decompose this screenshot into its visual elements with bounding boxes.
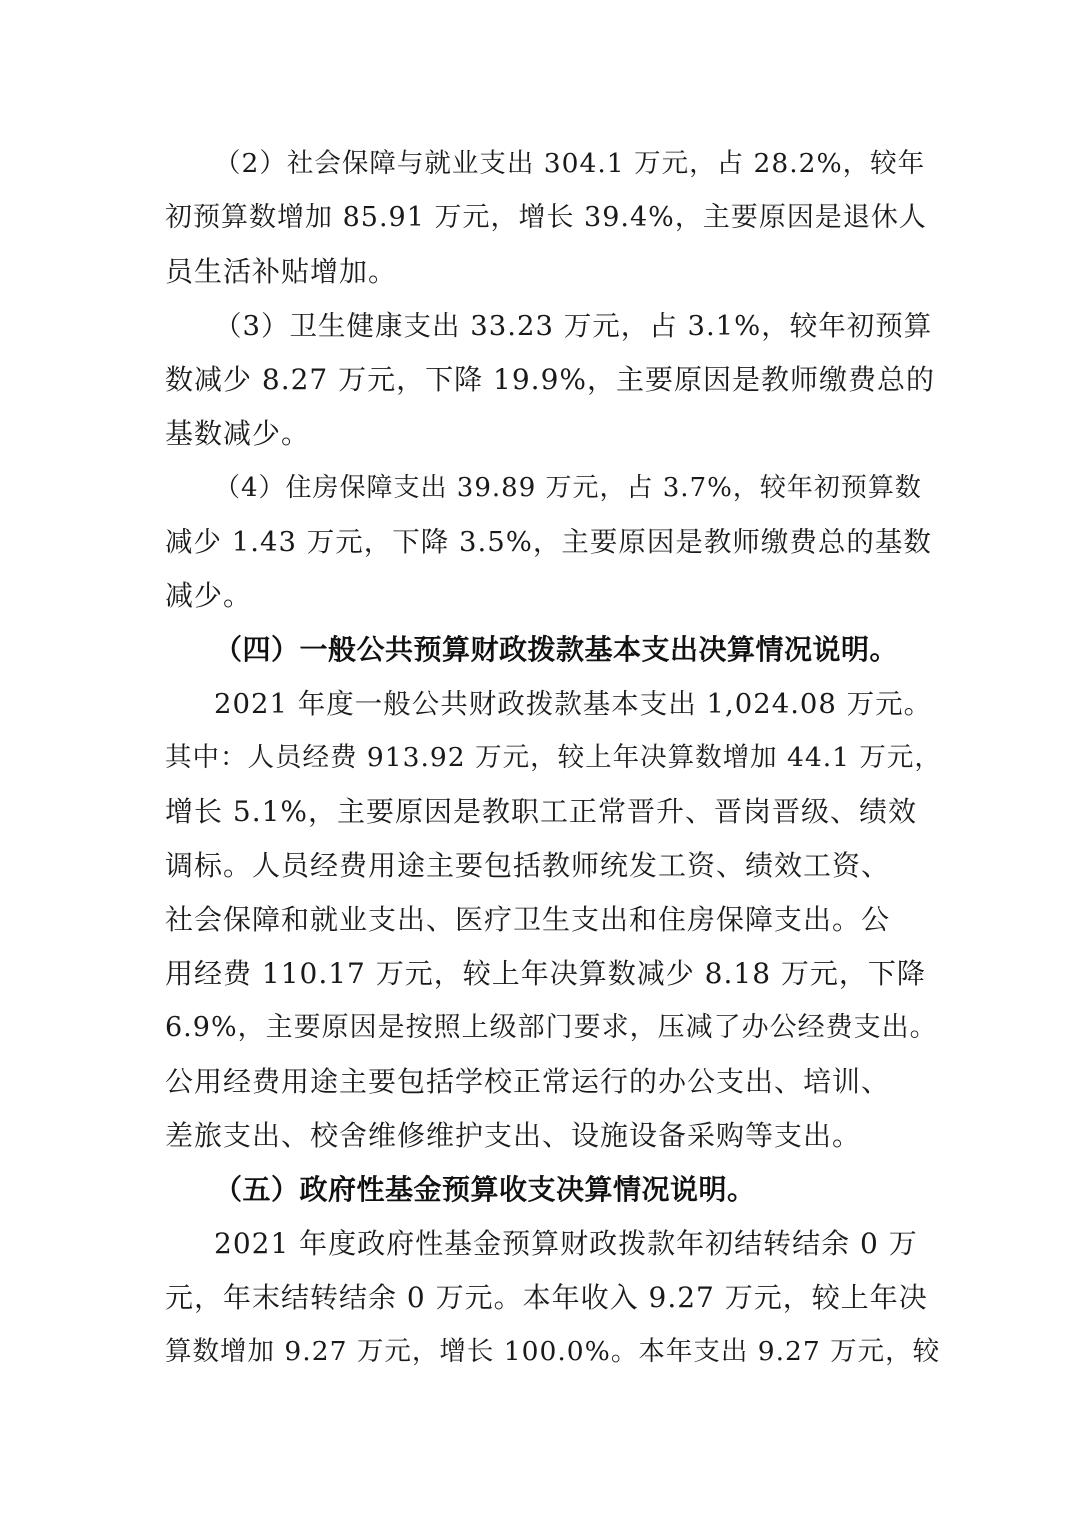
paragraph-line: 2021 年度政府性基金预算财政拨款年初结转结余 0 万 bbox=[214, 1227, 918, 1260]
paragraph-line: （4）住房保障支出 39.89 万元，占 3.7%，较年初预算数 bbox=[214, 473, 922, 503]
paragraph-line: 社会保障和就业支出、医疗卫生支出和住房保障支出。公 bbox=[165, 903, 891, 936]
paragraph-line: 数减少 8.27 万元，下降 19.9%，主要原因是教师缴费总的 bbox=[165, 363, 935, 396]
paragraph-line: 差旅支出、校舍维修维护支出、设施设备采购等支出。 bbox=[165, 1119, 862, 1152]
paragraph-line: 基数减少。 bbox=[165, 417, 311, 450]
paragraph-line: （3）卫生健康支出 33.23 万元，占 3.1%，较年初预算 bbox=[214, 310, 933, 342]
paragraph-line: 初预算数增加 85.91 万元，增长 39.4%，主要原因是退休人 bbox=[165, 202, 927, 233]
paragraph-line: 6.9%，主要原因是按照上级部门要求，压减了办公经费支出。 bbox=[165, 1012, 938, 1043]
paragraph-line: 用经费 110.17 万元，较上年决算数减少 8.18 万元，下降 bbox=[165, 957, 926, 990]
paragraph-line: （2）社会保障与就业支出 304.1 万元，占 28.2%，较年 bbox=[214, 148, 926, 179]
section-heading: （四）一般公共预算财政拨款基本支出决算情况说明。 bbox=[214, 633, 899, 666]
paragraph-line: 减少 1.43 万元，下降 3.5%，主要原因是教师缴费总的基数 bbox=[165, 526, 932, 558]
paragraph-line: 公用经费用途主要包括学校正常运行的办公支出、培训、 bbox=[165, 1065, 891, 1098]
paragraph-line: 减少。 bbox=[165, 579, 253, 612]
paragraph-line: 算数增加 9.27 万元，增长 100.0%。本年支出 9.27 万元，较 bbox=[165, 1336, 941, 1367]
paragraph-line: 其中：人员经费 913.92 万元，较上年决算数增加 44.1 万元， bbox=[165, 742, 942, 773]
paragraph-line: 2021 年度一般公共财政拨款基本支出 1,024.08 万元。 bbox=[214, 688, 933, 720]
paragraph-line: 员生活补贴增加。 bbox=[165, 255, 398, 288]
paragraph-line: 元，年末结转结余 0 万元。本年收入 9.27 万元，较上年决 bbox=[165, 1281, 928, 1314]
section-heading: （五）政府性基金预算收支决算情况说明。 bbox=[214, 1173, 756, 1206]
paragraph-line: 调标。人员经费用途主要包括教师统发工资、绩效工资、 bbox=[165, 849, 891, 882]
paragraph-line: 增长 5.1%，主要原因是教职工正常晋升、晋岗晋级、绩效 bbox=[165, 795, 918, 828]
